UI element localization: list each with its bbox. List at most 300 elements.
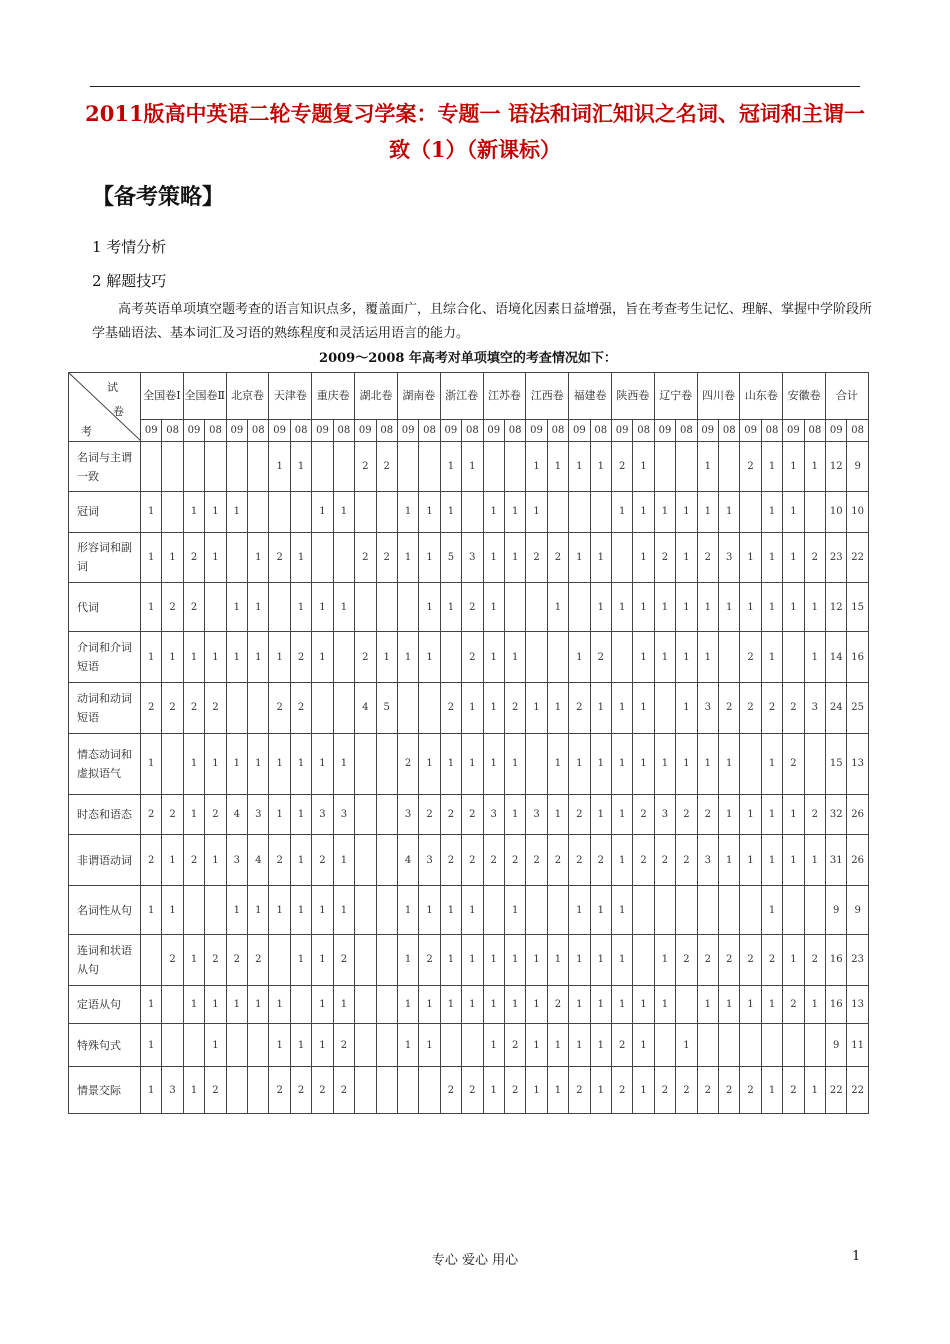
table-cell: 1: [141, 532, 162, 583]
table-cell: 1: [269, 1024, 290, 1067]
table-cell: 1: [312, 632, 333, 683]
table-cell: 2: [483, 835, 504, 886]
table-cell: [526, 733, 547, 794]
table-cell: [719, 1024, 740, 1067]
row-label: 情景交际: [69, 1067, 141, 1114]
table-cell: 2: [269, 1067, 290, 1114]
table-cell: 2: [355, 632, 376, 683]
table-cell: 1: [611, 886, 632, 935]
table-cell: 1: [633, 733, 654, 794]
table-cell: 2: [804, 794, 825, 835]
year-header: 08: [333, 419, 354, 441]
table-cell: [205, 442, 226, 492]
table-cell: 1: [697, 583, 718, 632]
table-cell: 2: [162, 794, 183, 835]
table-cell: 1: [333, 491, 354, 532]
table-cell: 1: [633, 632, 654, 683]
table-cell: [333, 632, 354, 683]
table-cell: 2: [355, 442, 376, 492]
table-cell: 1: [333, 835, 354, 886]
table-cell: [226, 442, 247, 492]
table-cell: 1: [141, 733, 162, 794]
table-cell: 1: [397, 632, 418, 683]
year-header: 08: [761, 419, 782, 441]
table-cell: 1: [183, 632, 204, 683]
table-cell: 2: [611, 442, 632, 492]
table-cell: [290, 985, 311, 1024]
table-cell: [547, 886, 568, 935]
table-cell: 1: [633, 682, 654, 733]
table-cell: [376, 1024, 397, 1067]
table-cell: 2: [269, 532, 290, 583]
table-cell: 1: [697, 985, 718, 1024]
table-cell: 1: [397, 1024, 418, 1067]
table-cell: 2: [419, 794, 440, 835]
table-cell: [654, 1024, 675, 1067]
table-cell: 1: [397, 985, 418, 1024]
table-cell: 1: [440, 733, 461, 794]
table-cell: 16: [826, 985, 847, 1024]
table-cell: [526, 583, 547, 632]
table-cell: 1: [205, 532, 226, 583]
table-cell: [697, 1024, 718, 1067]
table-cell: [397, 442, 418, 492]
table-row: [69, 1024, 869, 1067]
table-cell: 1: [312, 985, 333, 1024]
table-cell: 2: [526, 835, 547, 886]
row-label: 代词: [69, 583, 141, 632]
table-cell: [248, 442, 269, 492]
table-cell: 3: [462, 532, 483, 583]
table-cell: 1: [590, 442, 611, 492]
exam-statistics-table: [68, 372, 869, 1114]
table-cell: 1: [719, 835, 740, 886]
table-cell: 2: [333, 1024, 354, 1067]
table-cell: [226, 1024, 247, 1067]
intro-paragraph: 高考英语单项填空题考查的语言知识点多，覆盖面广，且综合化、语境化因素日益增强，旨在考查考生记忆、理解、掌握中学阶段所学基础语法、基本词汇及习语的熟练程度和灵活运用语言的能力。: [92, 302, 873, 341]
table-cell: [611, 632, 632, 683]
table-cell: 1: [783, 935, 804, 986]
province-header: 山东卷: [740, 373, 783, 420]
table-cell: 3: [697, 835, 718, 886]
table-cell: 1: [312, 491, 333, 532]
table-cell: 2: [440, 1067, 461, 1114]
table-cell: 3: [804, 682, 825, 733]
table-cell: [419, 442, 440, 492]
table-cell: 1: [569, 886, 590, 935]
table-cell: 2: [804, 935, 825, 986]
table-cell: [547, 491, 568, 532]
table-cell: 1: [333, 583, 354, 632]
table-cell: 11: [847, 1024, 868, 1067]
table-cell: [141, 935, 162, 986]
page-footer: 专心 爱心 用心: [431, 1253, 519, 1268]
table-cell: 1: [783, 532, 804, 583]
table-cell: 1: [504, 935, 525, 986]
table-cell: 1: [440, 886, 461, 935]
table-cell: 2: [205, 935, 226, 986]
table-cell: 1: [569, 1024, 590, 1067]
table-cell: 1: [290, 935, 311, 986]
table-cell: [504, 583, 525, 632]
table-cell: 1: [676, 632, 697, 683]
table-cell: 1: [569, 442, 590, 492]
table-cell: 9: [826, 1024, 847, 1067]
table-cell: 1: [462, 935, 483, 986]
table-row: [69, 583, 869, 632]
table-cell: 1: [333, 985, 354, 1024]
table-cell: [783, 632, 804, 683]
table-cell: 1: [397, 491, 418, 532]
page-number: 1: [852, 1249, 861, 1264]
table-cell: 1: [483, 583, 504, 632]
table-cell: 3: [526, 794, 547, 835]
table-cell: 2: [590, 632, 611, 683]
table-cell: 1: [783, 583, 804, 632]
table-cell: 2: [183, 532, 204, 583]
table-header-row: [69, 373, 869, 420]
table-cell: 1: [269, 886, 290, 935]
table-cell: 1: [611, 835, 632, 886]
table-cell: 1: [312, 886, 333, 935]
table-cell: 2: [397, 733, 418, 794]
table-cell: [633, 935, 654, 986]
table-cell: 1: [590, 733, 611, 794]
province-header: 全国卷Ⅱ: [183, 373, 226, 420]
province-header: 陕西卷: [611, 373, 654, 420]
table-cell: 2: [633, 835, 654, 886]
table-cell: 1: [183, 491, 204, 532]
table-cell: 2: [740, 632, 761, 683]
year-header: 08: [376, 419, 397, 441]
province-header: 浙江卷: [440, 373, 483, 420]
table-cell: 1: [590, 1024, 611, 1067]
table-cell: 2: [676, 1067, 697, 1114]
table-cell: 1: [333, 886, 354, 935]
table-cell: 3: [226, 835, 247, 886]
table-cell: 22: [826, 1067, 847, 1114]
table-cell: 1: [547, 1024, 568, 1067]
province-header: 全国卷Ⅰ: [141, 373, 184, 420]
table-cell: 3: [483, 794, 504, 835]
table-cell: 1: [697, 491, 718, 532]
table-cell: 2: [611, 1067, 632, 1114]
table-cell: 1: [590, 583, 611, 632]
table-cell: 2: [804, 532, 825, 583]
table-row: [69, 985, 869, 1024]
table-cell: 1: [226, 985, 247, 1024]
year-header: 09: [483, 419, 504, 441]
table-row: [69, 1067, 869, 1114]
table-cell: 2: [355, 532, 376, 583]
table-cell: 1: [141, 491, 162, 532]
table-cell: [676, 886, 697, 935]
province-header: 重庆卷: [312, 373, 355, 420]
table-cell: [248, 682, 269, 733]
table-row: [69, 532, 869, 583]
table-cell: 1: [333, 733, 354, 794]
table-cell: [719, 886, 740, 935]
table-cell: 1: [312, 935, 333, 986]
table-cell: [376, 935, 397, 986]
table-cell: 1: [611, 491, 632, 532]
table-cell: [483, 442, 504, 492]
table-cell: [419, 682, 440, 733]
table-cell: 13: [847, 733, 868, 794]
table-cell: 1: [226, 632, 247, 683]
table-cell: 1: [654, 733, 675, 794]
table-cell: 2: [376, 532, 397, 583]
table-cell: [248, 1067, 269, 1114]
table-cell: 1: [676, 583, 697, 632]
table-cell: 1: [248, 886, 269, 935]
table-cell: 1: [226, 733, 247, 794]
table-cell: 1: [290, 733, 311, 794]
table-cell: 1: [783, 442, 804, 492]
row-label: 冠词: [69, 491, 141, 532]
table-cell: 9: [826, 886, 847, 935]
table-cell: [397, 1067, 418, 1114]
table-cell: 2: [462, 583, 483, 632]
table-cell: [269, 491, 290, 532]
table-cell: 1: [290, 886, 311, 935]
table-cell: 1: [654, 583, 675, 632]
year-header: 08: [847, 419, 868, 441]
table-cell: 1: [633, 583, 654, 632]
table-cell: 1: [290, 583, 311, 632]
table-cell: 1: [697, 632, 718, 683]
year-header: 09: [654, 419, 675, 441]
table-cell: 2: [183, 682, 204, 733]
table-cell: 3: [419, 835, 440, 886]
table-cell: 1: [590, 682, 611, 733]
table-cell: 3: [397, 794, 418, 835]
table-cell: [440, 1024, 461, 1067]
table-cell: 1: [376, 632, 397, 683]
table-cell: 2: [141, 794, 162, 835]
table-cell: 10: [826, 491, 847, 532]
table-cell: 2: [611, 1024, 632, 1067]
table-cell: [312, 532, 333, 583]
table-cell: 1: [269, 632, 290, 683]
table-cell: 1: [761, 1067, 782, 1114]
table-cell: 3: [312, 794, 333, 835]
table-cell: [162, 1024, 183, 1067]
row-label: 形容词和副词: [69, 532, 141, 583]
table-cell: [633, 886, 654, 935]
table-cell: 1: [761, 886, 782, 935]
province-header: 江西卷: [526, 373, 569, 420]
year-header: 09: [226, 419, 247, 441]
table-cell: 1: [740, 583, 761, 632]
table-cell: 1: [419, 1024, 440, 1067]
table-cell: 1: [483, 935, 504, 986]
table-row: [69, 442, 869, 492]
table-cell: 1: [676, 733, 697, 794]
table-cell: 1: [590, 794, 611, 835]
table-cell: 1: [569, 532, 590, 583]
table-cell: 1: [697, 442, 718, 492]
table-cell: 1: [569, 935, 590, 986]
table-cell: 2: [783, 733, 804, 794]
page-title: 2011版高中英语二轮专题复习学案：专题一 语法和词汇知识之名词、冠词和主谓一致（1）（新课标）: [85, 101, 865, 162]
table-cell: [719, 442, 740, 492]
corner-label-exam: 试: [107, 381, 118, 394]
table-cell: [269, 583, 290, 632]
table-cell: [697, 886, 718, 935]
table-cell: 1: [526, 985, 547, 1024]
row-label: 时态和语态: [69, 794, 141, 835]
table-cell: 1: [205, 491, 226, 532]
table-cell: 16: [847, 632, 868, 683]
table-cell: [462, 491, 483, 532]
table-cell: 1: [590, 985, 611, 1024]
table-cell: 1: [804, 835, 825, 886]
year-header: 09: [397, 419, 418, 441]
table-cell: [419, 1067, 440, 1114]
table-cell: 1: [290, 835, 311, 886]
table-cell: 1: [269, 442, 290, 492]
table-cell: 12: [826, 583, 847, 632]
table-cell: 4: [226, 794, 247, 835]
table-cell: 2: [183, 583, 204, 632]
table-cell: [569, 583, 590, 632]
table-cell: 2: [526, 532, 547, 583]
table-corner-cell: [69, 373, 141, 442]
table-cell: 1: [569, 985, 590, 1024]
table-cell: 1: [419, 532, 440, 583]
table-cell: 1: [719, 491, 740, 532]
table-cell: 1: [419, 491, 440, 532]
table-cell: [590, 491, 611, 532]
table-cell: [654, 442, 675, 492]
table-cell: 1: [290, 442, 311, 492]
corner-label-topic: [99, 441, 110, 442]
table-cell: 1: [312, 583, 333, 632]
table-cell: [355, 1067, 376, 1114]
table-cell: [226, 1067, 247, 1114]
table-cell: 1: [611, 985, 632, 1024]
table-cell: 1: [590, 886, 611, 935]
table-cell: [397, 682, 418, 733]
table-cell: 1: [205, 1024, 226, 1067]
table-cell: 2: [740, 935, 761, 986]
table-cell: 1: [719, 583, 740, 632]
table-cell: [162, 491, 183, 532]
table-cell: 1: [483, 1024, 504, 1067]
table-cell: 1: [141, 1024, 162, 1067]
year-header: 09: [183, 419, 204, 441]
table-cell: 4: [397, 835, 418, 886]
table-cell: 1: [290, 532, 311, 583]
table-cell: [740, 491, 761, 532]
table-cell: 2: [419, 935, 440, 986]
table-cell: [376, 733, 397, 794]
table-cell: 2: [783, 1067, 804, 1114]
table-cell: [547, 632, 568, 683]
table-cell: 2: [547, 835, 568, 886]
table-cell: 1: [633, 1067, 654, 1114]
table-cell: [355, 583, 376, 632]
table-cell: 1: [547, 935, 568, 986]
table-cell: 1: [569, 733, 590, 794]
table-cell: 1: [162, 532, 183, 583]
table-cell: 1: [740, 532, 761, 583]
table-cell: [719, 632, 740, 683]
table-cell: 1: [462, 985, 483, 1024]
table-cell: 1: [205, 835, 226, 886]
table-cell: 2: [376, 442, 397, 492]
table-cell: 1: [526, 682, 547, 733]
table-cell: 2: [269, 682, 290, 733]
row-label: 连词和状语从句: [69, 935, 141, 986]
table-cell: 1: [611, 935, 632, 986]
header-rule: [90, 86, 860, 87]
table-cell: [376, 1067, 397, 1114]
table-cell: 1: [504, 632, 525, 683]
table-cell: [355, 1024, 376, 1067]
table-cell: 2: [547, 985, 568, 1024]
table-cell: 1: [440, 491, 461, 532]
table-cell: [376, 794, 397, 835]
table-cell: 1: [419, 632, 440, 683]
table-cell: 26: [847, 835, 868, 886]
table-cell: 1: [312, 1024, 333, 1067]
table-cell: 1: [783, 835, 804, 886]
table-cell: 1: [590, 1067, 611, 1114]
table-cell: [183, 1024, 204, 1067]
table-cell: 1: [547, 1067, 568, 1114]
table-cell: 1: [141, 583, 162, 632]
table-cell: 1: [205, 632, 226, 683]
row-label: 非谓语动词: [69, 835, 141, 886]
table-cell: 1: [547, 442, 568, 492]
table-cell: 1: [248, 583, 269, 632]
table-cell: [740, 1024, 761, 1067]
table-cell: [804, 491, 825, 532]
year-header: 08: [162, 419, 183, 441]
table-cell: 1: [483, 532, 504, 583]
table-cell: 1: [269, 985, 290, 1024]
table-cell: [654, 886, 675, 935]
table-cell: 1: [483, 632, 504, 683]
table-cell: 1: [248, 532, 269, 583]
table-cell: 1: [504, 532, 525, 583]
table-cell: 1: [483, 1067, 504, 1114]
table-cell: 3: [162, 1067, 183, 1114]
province-header: 湖南卷: [397, 373, 440, 420]
table-cell: 22: [847, 532, 868, 583]
table-cell: 2: [697, 794, 718, 835]
table-cell: 1: [440, 442, 461, 492]
table-cell: [761, 1024, 782, 1067]
year-header: 08: [290, 419, 311, 441]
year-header: 09: [783, 419, 804, 441]
table-cell: 1: [547, 794, 568, 835]
table-cell: 2: [290, 1067, 311, 1114]
table-cell: [290, 491, 311, 532]
table-cell: [462, 1024, 483, 1067]
table-cell: 1: [761, 835, 782, 886]
table-cell: 1: [183, 733, 204, 794]
table-cell: 4: [248, 835, 269, 886]
table-cell: 1: [804, 1067, 825, 1114]
table-cell: 1: [611, 733, 632, 794]
year-header: 09: [269, 419, 290, 441]
table-cell: 2: [719, 935, 740, 986]
year-header: 08: [633, 419, 654, 441]
table-cell: 1: [676, 491, 697, 532]
